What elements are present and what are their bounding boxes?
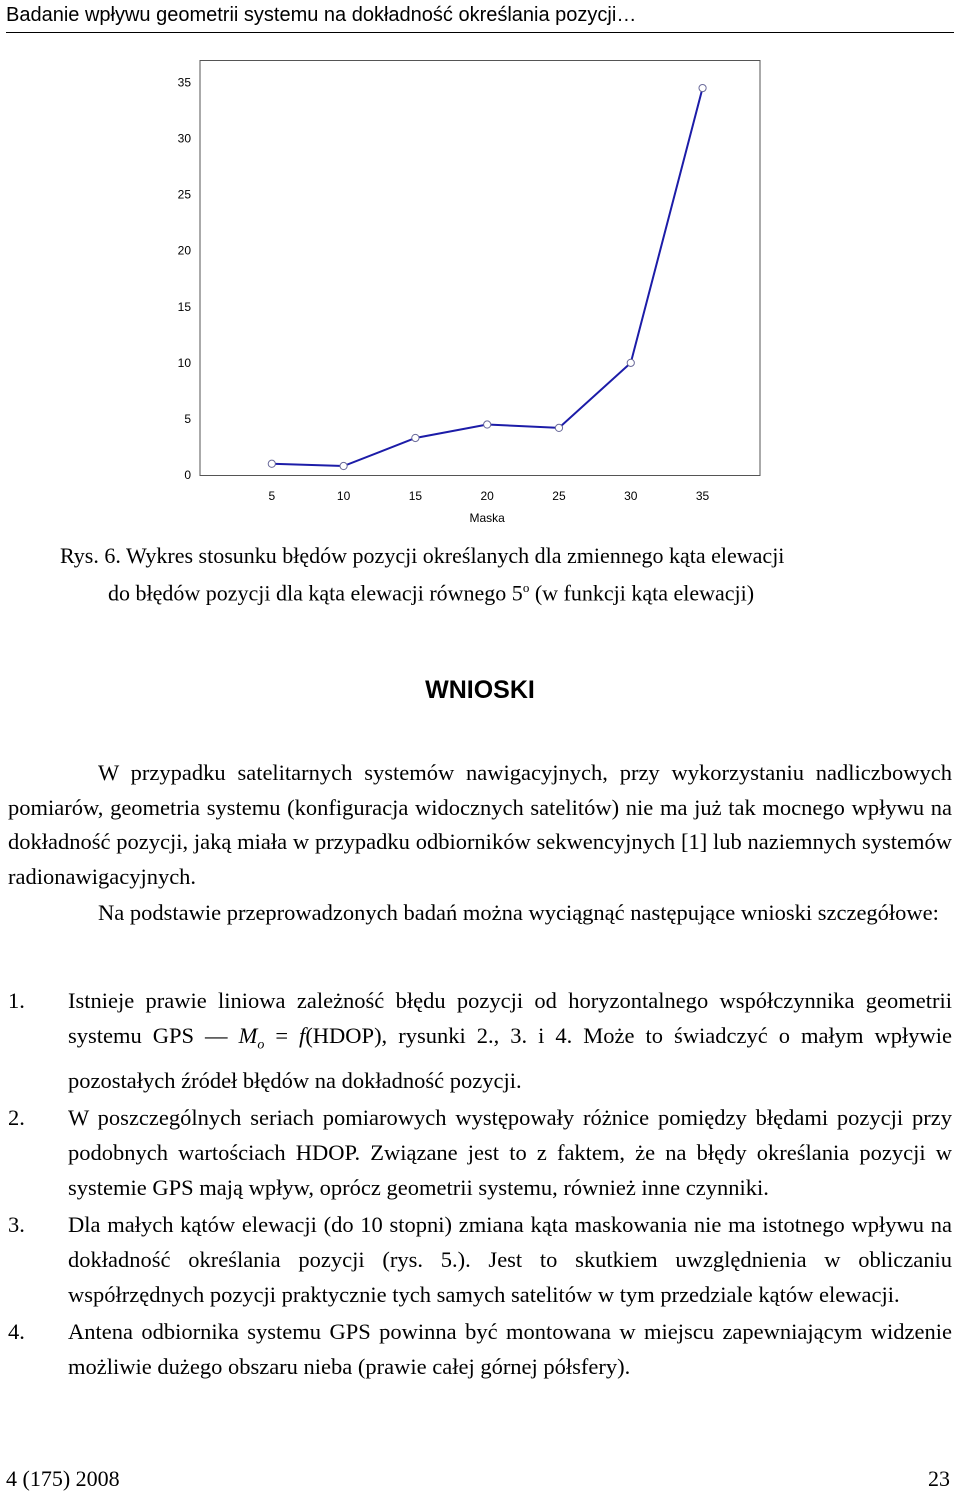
caption-line-2-text: do błędów pozycji dla kąta elewacji równego 5 [108,580,523,606]
math-subscript: o [257,1037,265,1053]
running-header-title: Badanie wpływu geometrii systemu na dokładność określania pozycji… [6,4,637,26]
figure-caption [60,540,920,609]
section-heading: WNIOSKI [425,676,535,704]
y-tick-label: 20 [177,243,191,258]
caption-line-2-end: (w funkcji kąta elewacji) [529,580,755,606]
list-item [8,1100,952,1205]
data-point-marker [555,424,562,431]
data-point-marker [340,462,347,469]
data-point-marker [699,84,706,91]
y-tick-label: 10 [177,355,191,370]
data-point-marker [412,434,419,441]
math-equals: = [264,1023,300,1048]
y-tick-label: 35 [177,75,191,90]
caption-line-2 [60,572,920,609]
list-item-text: W poszczególnych seriach pomiarowych występowały różnice pomiędzy błędami pozycji przy podobnych wartościach HDOP. Związane jest to z faktem, że na błędy określania pozycji w systemie GPS mają wpływ, oprócz geometrii systemu, również inne czynniki. [68,1104,952,1200]
x-tick-label: 30 [624,489,638,503]
series-line [272,88,703,466]
x-axis [268,489,709,503]
running-header [6,2,954,33]
list-item [8,983,952,1098]
conclusions-list [8,983,952,1386]
y-tick-label: 5 [184,411,191,426]
y-tick-label: 15 [177,299,191,314]
list-item-text: Istnieje prawie liniowa zależność błędu pozycji od horyzontalnego współczynnika geometrii systemu GPS — [68,988,952,1048]
list-item-number: 4. [8,1318,25,1344]
data-point-marker [268,460,275,467]
data-point-marker [627,359,634,366]
list-item-text: Dla małych kątów elewacji (do 10 stopni) zmiana kąta maskowania nie ma istotnego wpływu na dokładność określania pozycji (rys. 5.). Jest to skutkiem uwzględnienia w obliczaniu współrzędnych pozycji praktycznie tych samych satelitów w tym przedziale kątów elewacji. [68,1211,952,1307]
x-tick-label: 5 [268,489,276,503]
footer-issue: 4 (175) 2008 [6,1466,120,1491]
list-item-number: 3. [8,1211,25,1237]
series-line-group [268,84,706,469]
y-tick-label: 0 [184,468,191,482]
footer-page-number: 23 [928,1466,950,1491]
paragraph-1: W przypadku satelitarnych systemów nawigacyjnych, przy wykorzystaniu nadliczbowych pomiarów, geometria systemu (konfiguracja widocznych satelitów) nie ma już tak mocnego wpływu na dokładność pozycji, jaką miała w przypadku odbiorników sekwencyjnych [1] lub naziemnych systemów radionawigacyjnych. [8,760,952,889]
plot-frame [200,61,760,476]
y-axis [178,75,192,482]
plot-area [200,61,760,476]
list-item-number: 1. [8,988,25,1013]
list-item-text-end: (HDOP), rysunki 2., 3. i 4. Może to świadczyć o małym wpływie pozostałych źródeł błędów na dokładność pozycji. [68,1023,952,1093]
y-tick-label: 30 [177,131,191,146]
degree-superscript: o [522,580,530,595]
paragraph-2: Na podstawie przeprowadzonych badań można wyciągnąć następujące wnioski szczegółowe: [98,900,939,925]
list-item-number: 2. [8,1104,25,1130]
x-tick-label: 15 [408,489,423,503]
math-symbol: M [238,1023,258,1048]
x-tick-label: 10 [336,489,351,503]
caption-line-1: Rys. 6. Wykres stosunku błędów pozycji określanych dla zmiennego kąta elewacji [60,543,785,568]
list-item [8,1207,952,1312]
line-chart [0,60,960,535]
x-tick-label: 20 [480,489,494,503]
x-axis-label: Maska [469,511,505,525]
data-point-marker [484,421,491,428]
y-tick-label: 25 [177,187,191,202]
x-tick-label: 25 [552,489,566,503]
list-item-text: Antena odbiornika systemu GPS powinna być montowana w miejscu zapewniającym widzenie możliwie dużego obszaru nieba (prawie całej górnej półsfery). [68,1318,952,1379]
x-tick-label: 35 [695,489,710,503]
list-item [8,1314,952,1384]
math-function: f [299,1023,306,1048]
